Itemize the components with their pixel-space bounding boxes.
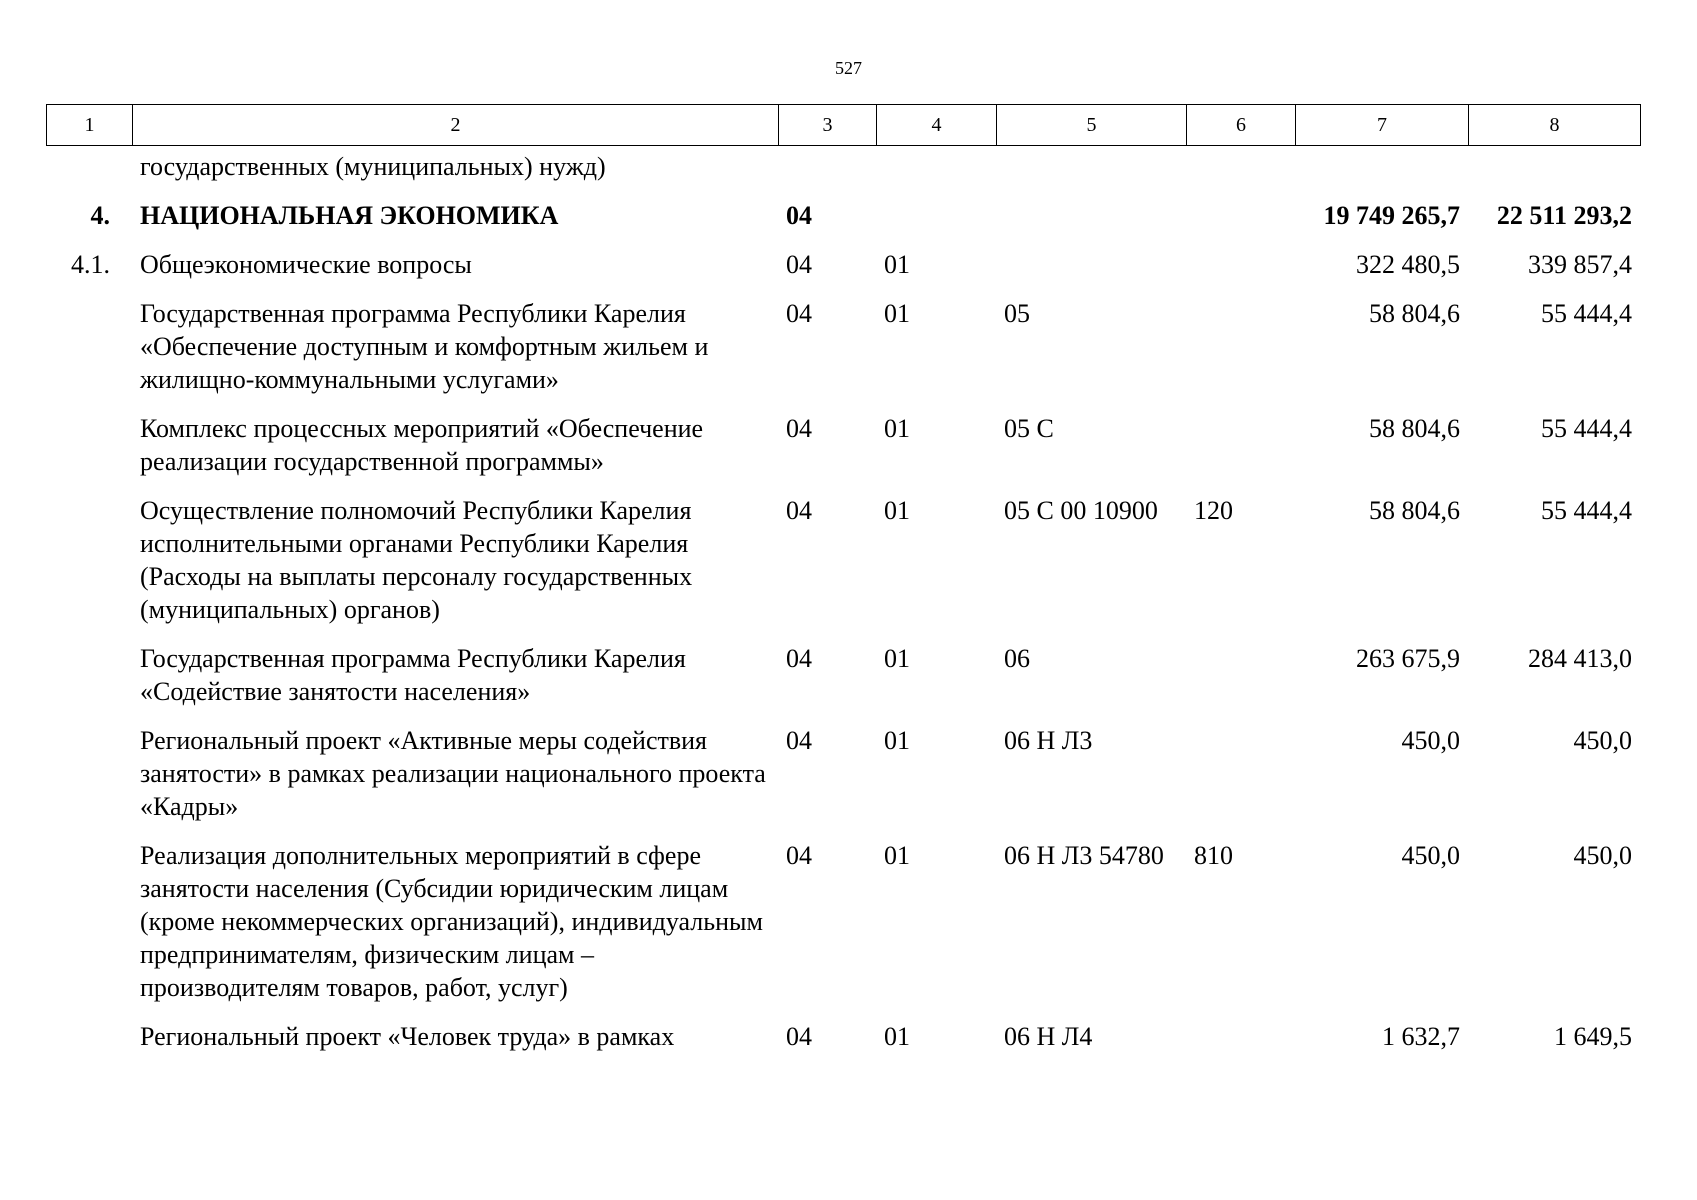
- page-number: 527: [835, 58, 862, 78]
- row-number: [46, 297, 132, 412]
- table-row: [46, 248, 1640, 297]
- amount-year-2: 22 511 293,2: [1496, 201, 1632, 230]
- subsection-code: 01: [884, 644, 910, 673]
- target-article-code: 06: [1004, 644, 1030, 673]
- expense-type-code: [1186, 1020, 1295, 1069]
- amount-year-2: [1468, 150, 1640, 199]
- table-row: [46, 199, 1640, 248]
- target-article-code: 05 С 00 10900: [1004, 496, 1158, 525]
- section-code: 04: [786, 1022, 812, 1051]
- section-code: 04: [786, 414, 812, 443]
- row-number: 4.1.: [71, 250, 110, 279]
- amount-year-2: 55 444,4: [1541, 414, 1632, 443]
- target-article-code: 06 Н Л4: [1004, 1022, 1093, 1051]
- row-name: Общеэкономические вопросы: [140, 250, 472, 279]
- column-header-8: 8: [1469, 105, 1641, 146]
- target-article-code: 05: [1004, 299, 1030, 328]
- amount-year-1: 19 749 265,7: [1323, 201, 1460, 230]
- row-number: [46, 724, 132, 839]
- expense-type-code: [1186, 297, 1295, 412]
- row-number: [46, 150, 132, 199]
- column-header-row: [47, 105, 1641, 146]
- row-number: [46, 1020, 132, 1069]
- column-header-2: 2: [133, 105, 779, 146]
- table-row: [46, 494, 1640, 642]
- column-header-table: [46, 104, 1641, 146]
- section-code: 04: [786, 496, 812, 525]
- row-name: государственных (муниципальных) нужд): [140, 152, 606, 181]
- amount-year-2: 450,0: [1573, 726, 1632, 755]
- row-number: [46, 642, 132, 724]
- amount-year-1: 58 804,6: [1369, 299, 1460, 328]
- amount-year-2: 450,0: [1573, 841, 1632, 870]
- expense-type-code: 810: [1194, 841, 1233, 870]
- column-header-1: 1: [47, 105, 133, 146]
- table-row: [46, 150, 1640, 199]
- column-header-3: 3: [779, 105, 877, 146]
- row-number: [46, 839, 132, 1020]
- table-row: [46, 412, 1640, 494]
- section-code: 04: [786, 201, 812, 230]
- target-article-code: 06 Н Л3 54780: [1004, 841, 1164, 870]
- section-code: 04: [786, 644, 812, 673]
- subsection-code: 01: [884, 496, 910, 525]
- row-name: Осуществление полномочий Республики Карелия исполнительными органами Республики Карелия (Расходы на выплаты персоналу государственных (муниципальных) органов): [140, 496, 693, 624]
- row-number: 4.: [90, 201, 110, 230]
- row-number: [46, 494, 132, 642]
- expense-type-code: [1186, 248, 1295, 297]
- row-name: Комплекс процессных мероприятий «Обеспечение реализации государственной программы»: [140, 414, 704, 476]
- subsection-code: 01: [884, 841, 910, 870]
- row-name: Региональный проект «Активные меры содействия занятости» в рамках реализации национального проекта «Кадры»: [140, 726, 766, 821]
- section-code: 04: [786, 299, 812, 328]
- target-article-code: [996, 248, 1186, 297]
- row-number: [46, 412, 132, 494]
- amount-year-1: 58 804,6: [1369, 414, 1460, 443]
- amount-year-1: [1295, 150, 1468, 199]
- target-article-code: 05 С: [1004, 414, 1054, 443]
- subsection-code: 01: [884, 726, 910, 755]
- table-row: [46, 297, 1640, 412]
- amount-year-1: 1 632,7: [1382, 1022, 1460, 1051]
- expense-type-code: [1186, 642, 1295, 724]
- subsection-code: 01: [884, 250, 910, 279]
- column-header-4: 4: [877, 105, 997, 146]
- section-code: [778, 150, 876, 199]
- subsection-code: 01: [884, 414, 910, 443]
- amount-year-1: 450,0: [1401, 726, 1460, 755]
- amount-year-1: 322 480,5: [1356, 250, 1460, 279]
- expense-type-code: [1186, 724, 1295, 839]
- row-name: Реализация дополнительных мероприятий в сфере занятости населения (Субсидии юридическим лицам (кроме некоммерческих организаций), индивидуальным предпринимателям, физическим лицам – производителям товаров, работ, услуг): [140, 841, 763, 1002]
- column-header-7: 7: [1296, 105, 1469, 146]
- row-name: НАЦИОНАЛЬНАЯ ЭКОНОМИКА: [140, 201, 559, 230]
- amount-year-2: 55 444,4: [1541, 299, 1632, 328]
- expense-type-code: 120: [1194, 496, 1233, 525]
- column-header-6: 6: [1187, 105, 1296, 146]
- subsection-code: 01: [884, 299, 910, 328]
- amount-year-2: 284 413,0: [1528, 644, 1632, 673]
- section-code: 04: [786, 726, 812, 755]
- section-code: 04: [786, 250, 812, 279]
- table-row: [46, 724, 1640, 839]
- amount-year-1: 58 804,6: [1369, 496, 1460, 525]
- table-row: [46, 1020, 1640, 1069]
- row-name: Государственная программа Республики Карелия «Содействие занятости населения»: [140, 644, 686, 706]
- amount-year-1: 263 675,9: [1356, 644, 1460, 673]
- subsection-code: [876, 150, 996, 199]
- expense-type-code: [1186, 199, 1295, 248]
- row-name: Региональный проект «Человек труда» в рамках: [140, 1022, 675, 1051]
- column-header-5: 5: [997, 105, 1187, 146]
- subsection-code: [876, 199, 996, 248]
- amount-year-2: 55 444,4: [1541, 496, 1632, 525]
- target-article-code: [996, 199, 1186, 248]
- expense-type-code: [1186, 412, 1295, 494]
- row-name: Государственная программа Республики Карелия «Обеспечение доступным и комфортным жильем и жилищно-коммунальными услугами»: [140, 299, 709, 394]
- table-row: [46, 642, 1640, 724]
- expense-type-code: [1186, 150, 1295, 199]
- amount-year-2: 339 857,4: [1528, 250, 1632, 279]
- amount-year-2: 1 649,5: [1554, 1022, 1632, 1051]
- subsection-code: 01: [884, 1022, 910, 1051]
- budget-table: [46, 150, 1640, 1069]
- target-article-code: [996, 150, 1186, 199]
- section-code: 04: [786, 841, 812, 870]
- table-row: [46, 839, 1640, 1020]
- amount-year-1: 450,0: [1401, 841, 1460, 870]
- target-article-code: 06 Н Л3: [1004, 726, 1093, 755]
